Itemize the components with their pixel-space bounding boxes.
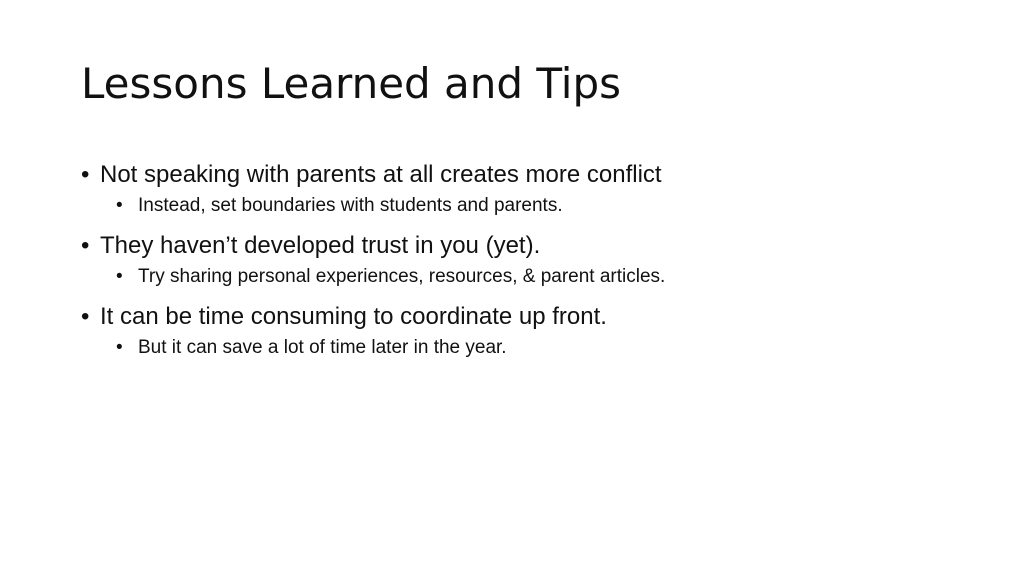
bullet-text: Not speaking with parents at all creates more conflict (100, 161, 662, 188)
bullet-item-level-1 (81, 299, 981, 335)
sub-bullet-item (81, 333, 981, 363)
bullet-dot-icon: • (116, 266, 123, 287)
sub-bullet-text: But it can save a lot of time later in the year. (138, 337, 507, 358)
bullet-list (81, 157, 981, 370)
sub-bullet-text: Try sharing personal experiences, resources, & parent articles. (138, 266, 666, 287)
sub-bullet-item (81, 262, 981, 292)
bullet-dot-icon: • (81, 232, 90, 259)
sub-bullet-item (81, 191, 981, 221)
bullet-text: It can be time consuming to coordinate up front. (100, 303, 607, 330)
bullet-item-level-1 (81, 157, 981, 193)
bullet-text: They haven’t developed trust in you (yet). (100, 232, 541, 259)
bullet-dot-icon: • (81, 303, 90, 330)
bullet-item-level-1 (81, 228, 981, 264)
bullet-dot-icon: • (116, 195, 123, 216)
slide-title: Lessons Learned and Tips (81, 59, 621, 108)
bullet-dot-icon: • (81, 161, 90, 188)
sub-bullet-text: Instead, set boundaries with students and parents. (138, 195, 563, 216)
bullet-dot-icon: • (116, 337, 123, 358)
